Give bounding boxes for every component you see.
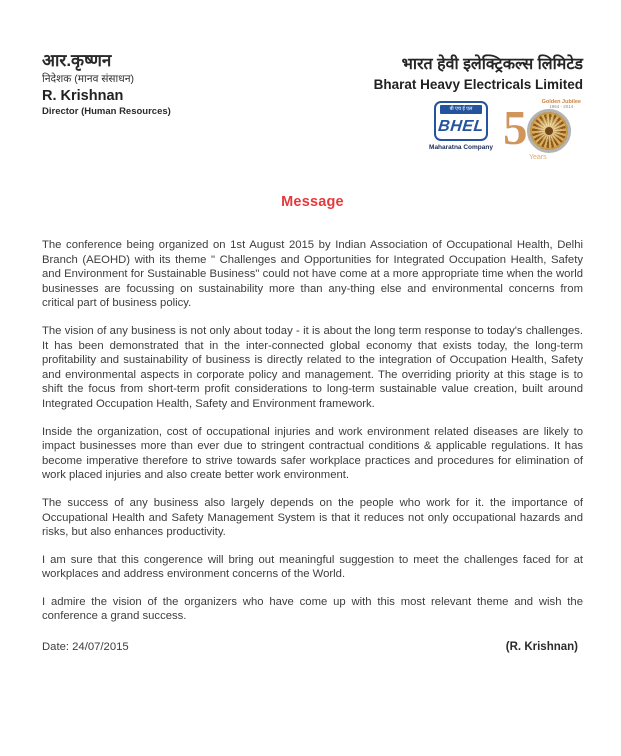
coin-hub-icon [544,126,554,136]
sender-name: R. Krishnan [42,88,124,105]
bhel-hindi-banner: बी एच ई एल [440,105,482,114]
letter-footer [42,641,583,653]
sender-name-hindi: आर.कृष्णन [42,51,112,70]
paragraph-6: I admire the vision of the organizers who have come up with this most relevant theme and wish the conference a grand success. [42,595,583,623]
maharatna-tagline: Maharatna Company [429,144,493,151]
sender-title-hindi: निदेशक (मानव संसाधन) [42,72,135,85]
letter-header [42,52,583,159]
paragraph-1: The conference being organized on 1st August 2015 by Indian Association of Occupational Health, Delhi Branch (AEOHD) with its theme " Challenges and Opportunities for Integrated Occupation Health, Safety and Environment for Sustainable Business" could not have come at a more appropriate time when the world businesses are focussing on sustainability more than any-thing else and environmental concerns from critical part of business policy. [42,239,583,310]
bhel-wordmark: BHEL [437,118,485,135]
sender-title: Director (Human Resources) [42,106,171,118]
golden-jubilee-text: Golden Jubilee [541,99,581,105]
date-text: Date: 24/07/2015 [42,641,129,654]
jubilee-numeral-5: 5 [503,100,528,155]
golden-jubilee-logo [503,101,581,159]
jubilee-years-label: Years [529,154,547,161]
bhel-logo [429,101,493,151]
paragraph-2: The vision of any business is not only about today - it is about the long term response to today's challenges. It has been demonstrated that in the inter-connected global economy that exists today, the long-term profitability and sustainability of business is directly related to the integration of Occupation Health, Safety and environmental aspects in corporate policy and management. The overriding priority at this stage is to shift the focus from short-term profit considerations to long-term sustainable value creation, built around Integrated Occupation Health, Safety and Environment framework. [42,324,583,410]
jubilee-years-range: 1964 - 2014 [549,104,574,110]
paragraph-5: I am sure that this congerence will bring out meaningful suggestion to meet the challenges faced for at workplaces and address environment concerns of the World. [42,553,583,581]
jubilee-coin-icon [527,109,571,153]
logo-row [429,101,581,159]
company-name-hindi: भारत हेवी इलेक्ट्रिकल्स लिमिटेड [401,56,583,73]
company-name: Bharat Heavy Electricals Limited [373,77,583,92]
company-block [374,52,583,159]
sender-block [42,52,171,118]
paragraph-4: The success of any business also largely depends on the people who work for it. the importance of Occupational Health and Safety Management System is that it reduces not only occupational hazards and risks, but also enhances productivity. [42,496,583,539]
jubilee-caption [542,99,581,110]
paragraph-3: Inside the organization, cost of occupational injuries and work environment related diseases are likely to impact businesses more than ever due to stringent contractual conditions & applicable regulations. It has become imperative therefore to strive towards safer workplace practices and procedures for elimination of work placed injuries and also create better work environment. [42,425,583,482]
bhel-logo-box [434,101,488,141]
letter-body [42,238,583,624]
message-title: Message [281,194,344,210]
title-row [42,193,583,211]
signature-text: (R. Krishnan) [505,641,578,654]
